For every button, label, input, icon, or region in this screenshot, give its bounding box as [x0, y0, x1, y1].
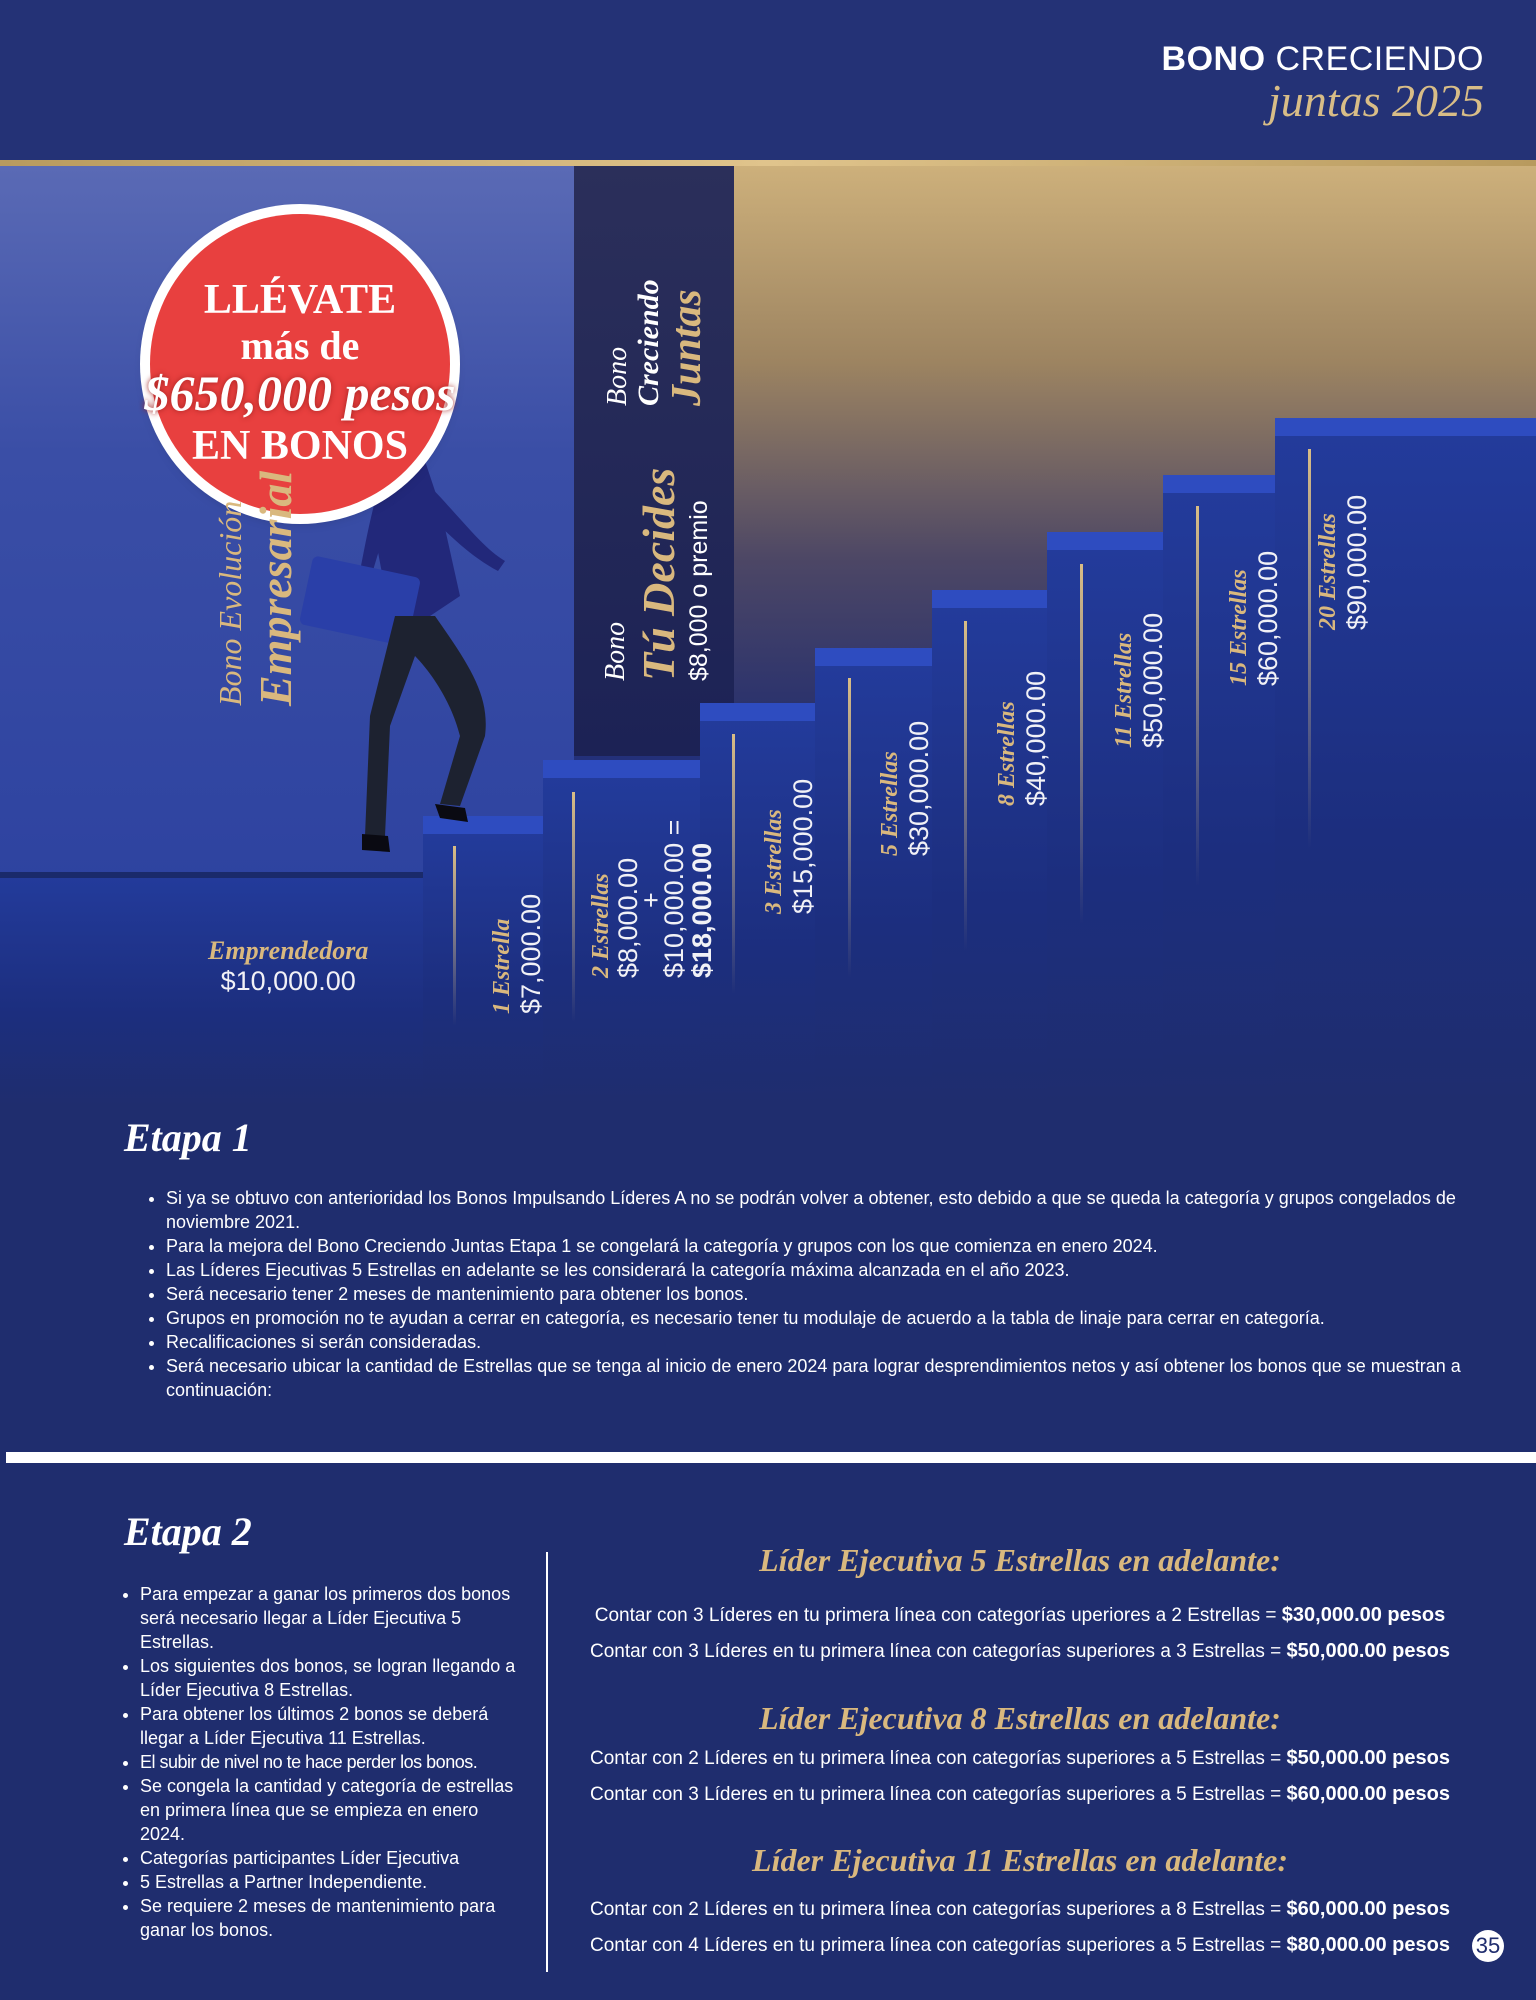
group-heading-8: Líder Ejecutiva 8 Estrellas en adelante:	[759, 1700, 1281, 1736]
list-item: • Será necesario tener 2 meses de mantenimiento para obtener los bonos.	[166, 1282, 1486, 1306]
step-edge	[848, 678, 851, 978]
list-item: • Será necesario ubicar la cantidad de Estrellas que se tenga al inicio de enero 2024 para lograr desprendimientos netos y así obtener los bonos que se muestran a continuación:	[166, 1354, 1486, 1402]
bono-evolucion-label: Bono Evolución Empresarial	[212, 470, 301, 706]
step-label-1: 1 Estrella $7,000.00	[489, 893, 546, 1014]
condition-row: Contar con 3 Líderes en tu primera línea con categorías superiores a 3 Estrellas = $50,000.00 pesos	[590, 1640, 1450, 1662]
step-label-15: 15 Estrellas $60,000.00	[1226, 550, 1283, 686]
etapa-1-title: Etapa 1	[124, 1115, 252, 1160]
list-item: • Los siguientes dos bonos, se logran llegando a Líder Ejecutiva 8 Estrellas.	[140, 1654, 525, 1702]
list-item: • Se congela la cantidad y categoría de estrellas en primera línea que se empieza en enero 2024.	[140, 1774, 525, 1846]
step-edge	[732, 734, 735, 994]
page-number: 35	[1472, 1930, 1504, 1962]
list-item: • Las Líderes Ejecutivas 5 Estrellas en adelante se les considerará la categoría máxima alcanzada en el año 2023.	[166, 1258, 1486, 1282]
list-item: • Si ya se obtuvo con anterioridad los Bonos Impulsando Líderes A no se podrán volver a obtener, esto debido a que se queda la categoría y grupos congelados de noviembre 2021.	[166, 1186, 1486, 1234]
hero-illustration	[0, 166, 1536, 1106]
list-item: • Grupos en promoción no te ayudan a cerrar en categoría, es necesario tener tu modulaje de acuerdo a la tabla de linaje para cerrar en categoría.	[166, 1306, 1486, 1330]
badge-line-4: EN BONOS	[192, 423, 408, 469]
etapa-2-title: Etapa 2	[124, 1509, 252, 1554]
list-item: • 5 Estrellas a Partner Independiente.	[140, 1870, 525, 1894]
step-emprendedora: Emprendedora $10,000.00	[208, 936, 369, 996]
step-label-20: 20 Estrellas $90,000.00	[1315, 494, 1372, 630]
step-label-3: 3 Estrellas $15,000.00	[761, 778, 818, 914]
section-divider	[6, 1452, 1536, 1463]
condition-row: Contar con 2 Líderes en tu primera línea con categorías superiores a 5 Estrellas = $50,000.00 pesos	[590, 1747, 1450, 1769]
condition-row: Contar con 3 Líderes en tu primera línea con categorías superiores a 5 Estrellas = $60,000.00 pesos	[590, 1783, 1450, 1805]
list-item: • Categorías participantes Líder Ejecutiva	[140, 1846, 525, 1870]
step-label-8: 8 Estrellas $40,000.00	[994, 670, 1051, 806]
list-item: • Para obtener los últimos 2 bonos se deberá llegar a Líder Ejecutiva 11 Estrellas.	[140, 1702, 525, 1750]
badge-amount: $650,000 pesos	[144, 365, 456, 421]
list-item: • Para la mejora del Bono Creciendo Juntas Etapa 1 se congelará la categoría y grupos con los que comienza en enero 2024.	[166, 1234, 1486, 1258]
list-item: • El subir de nivel no te hace perder los bonos.	[140, 1750, 525, 1774]
etapa-1-list	[144, 1186, 1486, 1402]
list-item: • Se requiere 2 meses de mantenimiento para ganar los bonos.	[140, 1894, 525, 1942]
list-item: • Recalificaciones si serán consideradas.	[166, 1330, 1486, 1354]
group-heading-11: Líder Ejecutiva 11 Estrellas en adelante:	[752, 1842, 1288, 1878]
bonus-badge	[144, 214, 456, 514]
condition-row: Contar con 3 Líderes en tu primera línea con categorías uperiores a 2 Estrellas = $30,000.00 pesos	[594, 1604, 1446, 1626]
vertical-divider	[546, 1552, 548, 1972]
brand-script: juntas 2025	[1268, 75, 1484, 126]
group-heading-5: Líder Ejecutiva 5 Estrellas en adelante:	[759, 1542, 1281, 1578]
step-label-5: 5 Estrellas $30,000.00	[877, 720, 934, 856]
step-edge	[1080, 564, 1083, 924]
brand-title: BONO CRECIENDO	[1161, 40, 1484, 78]
etapa-2-list	[118, 1582, 525, 1942]
condition-row: Contar con 4 Líderes en tu primera línea con categorías superiores a 5 Estrellas = $80,000.00 pesos	[590, 1934, 1450, 1956]
step-edge	[964, 621, 967, 951]
bono-tu-decides-label: Bono Tú Decides $8,000 o premio	[600, 467, 713, 681]
step-label-2: 2 Estrellas $8,000.00 + $10,000.00 = $18,000.00	[588, 819, 717, 978]
badge-line-2: más de	[240, 323, 360, 368]
step-label-11: 11 Estrellas $50,000.00	[1111, 612, 1168, 748]
bono-creciendo-juntas-label: Bono Creciendo Juntas	[602, 279, 710, 406]
condition-row: Contar con 2 Líderes en tu primera línea con categorías superiores a 8 Estrellas = $60,000.00 pesos	[590, 1898, 1450, 1920]
step-edge	[1308, 449, 1311, 849]
list-item: • Para empezar a ganar los primeros dos bonos será necesario llegar a Líder Ejecutiva 5 Estrellas.	[140, 1582, 525, 1654]
step-20-top	[1275, 418, 1536, 436]
badge-line-1: LLÉVATE	[203, 277, 397, 323]
step-edge	[1196, 506, 1199, 886]
